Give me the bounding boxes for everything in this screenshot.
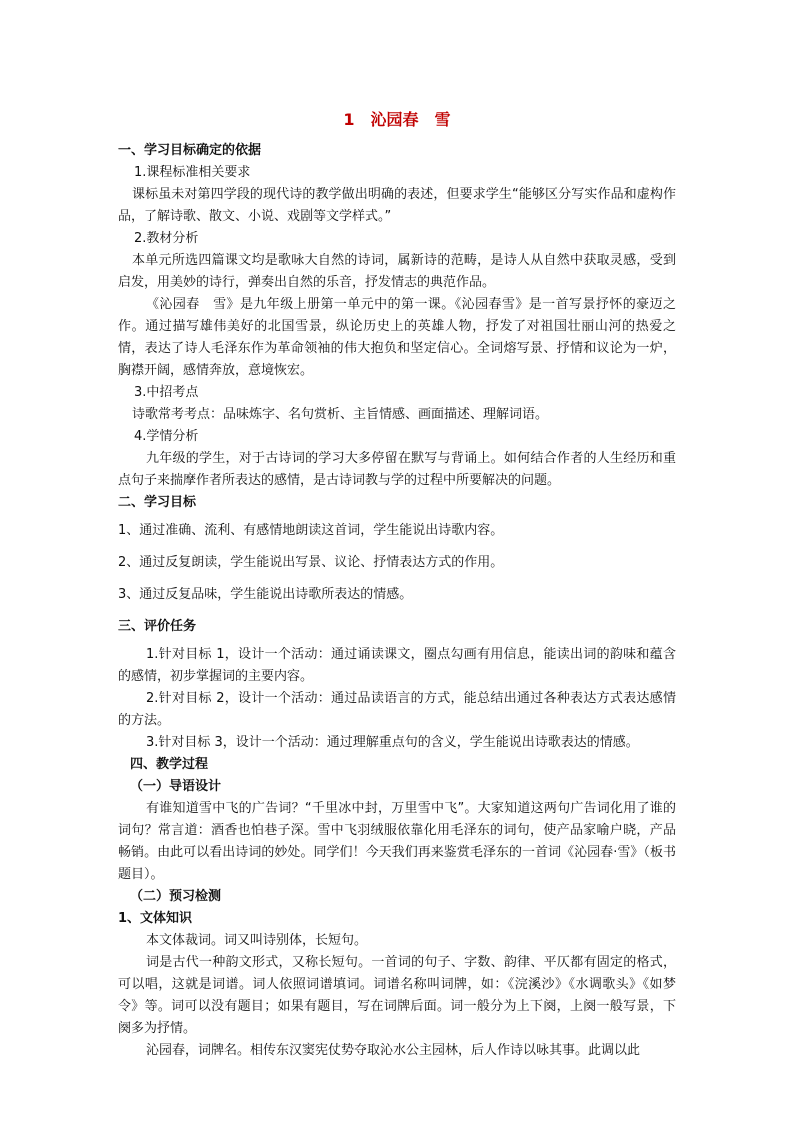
task-3: 3.针对目标 3，设计一个活动：通过理解重点句的含义，学生能说出诗歌表达的情感。: [146, 735, 639, 750]
section-1-item-1-title: 1.课程标准相关要求: [134, 165, 251, 180]
document-content: [118, 108, 676, 1062]
section-1-item-4-title: 4.学情分析: [134, 429, 199, 444]
section-3-heading: 三、评价任务: [118, 619, 197, 634]
section-1-item-4-text: 九年级的学生，对于古诗词的学习大多停留在默写与背诵上。如何结合作者的人生经历和重点句子来揣摩作者所表达的感情，是古诗词教与学的过程中所要解决的问题。: [118, 451, 676, 488]
section-4-heading: 四、教学过程: [130, 757, 209, 772]
page-title: 1 沁园春 雪: [343, 110, 451, 129]
section-1-item-3-text: 诗歌常考考点：品味炼字、名句赏析、主旨情感、画面描述、理解词语。: [132, 407, 549, 422]
goal-3: 3、通过反复品味，学生能说出诗歌所表达的情感。: [118, 587, 413, 602]
genre-knowledge-text-1: 本文体裁词。词又叫诗别体，长短句。: [146, 933, 368, 948]
genre-knowledge-text-2: 词是古代一种韵文形式，又称长短句。一首词的句子、字数、韵律、平仄都有固定的格式，可以唱，这就是词谱。词人依照词谱填词。词谱名称叫词牌，如：《浣溪沙》《水调歌头》《如梦令》等。词可以没有题目；如果有题目，写在词牌后面。词一般分为上下阕，上阕一般写景，下阕多为抒情。: [118, 955, 676, 1036]
task-2: 2.针对目标 2，设计一个活动：通过品读语言的方式，能总结出通过各种表达方式表达感情的方法。: [118, 691, 676, 728]
section-1-item-3-title: 3.中招考点: [134, 385, 199, 400]
genre-knowledge-title: 1、文体知识: [118, 911, 193, 926]
section-2-heading: 二、学习目标: [118, 495, 197, 510]
intro-text: 有谁知道雪中飞的广告词？“千里冰中封，万里雪中飞”。大家知道这两句广告词化用了谁的词句？常言道：酒香也怕巷子深。雪中飞羽绒服依靠化用毛泽东的词句，使产品家喻户晓，产品畅销。由此可以看出诗词的妙处。同学们！今天我们再来鉴赏毛泽东的一首词《沁园春·雪》（板书题目）。: [118, 801, 676, 882]
section-1-item-1-text: 课标虽未对第四学段的现代诗的教学做出明确的表述，但要求学生“能够区分写实作品和虚构作品，了解诗歌、散文、小说、戏剧等文学样式。”: [118, 187, 676, 224]
section-1-item-2-text-1: 本单元所选四篇课文均是歌咏大自然的诗词，属新诗的范畴，是诗人从自然中获取灵感，受到启发，用美妙的诗行，弹奏出自然的乐音，抒发情志的典范作品。: [118, 253, 676, 290]
section-1-item-2-text-2: 《沁园春 雪》是九年级上册第一单元中的第一课。《沁园春雪》是一首写景抒怀的豪迈之作。通过描写雄伟美好的北国雪景，纵论历史上的英雄人物，抒发了对祖国壮丽山河的热爱之情，表达了诗人毛泽东作为革命领袖的伟大抱负和坚定信心。全词熔写景、抒情和议论为一炉，胸襟开阔，感情奔放，意境恢宏。: [118, 297, 676, 378]
section-1-heading: 一、学习目标确定的依据: [118, 143, 262, 158]
goal-2: 2、通过反复朗读，学生能说出写景、议论、抒情表达方式的作用。: [118, 555, 504, 570]
section-4-sub-1: （一）导语设计: [130, 779, 222, 794]
section-1-item-2-title: 2.教材分析: [134, 231, 199, 246]
genre-knowledge-text-3: 沁园春，词牌名。相传东汉窦宪仗势夺取沁水公主园林，后人作诗以咏其事。此调以此: [146, 1043, 641, 1058]
section-4-sub-2: （二）预习检测: [130, 889, 222, 904]
task-1: 1.针对目标 1，设计一个活动：通过诵读课文，圈点勾画有用信息，能读出词的韵味和蕴含的感情，初步掌握词的主要内容。: [118, 647, 676, 684]
goal-1: 1、通过准确、流利、有感情地朗读这首词，学生能说出诗歌内容。: [118, 523, 504, 538]
